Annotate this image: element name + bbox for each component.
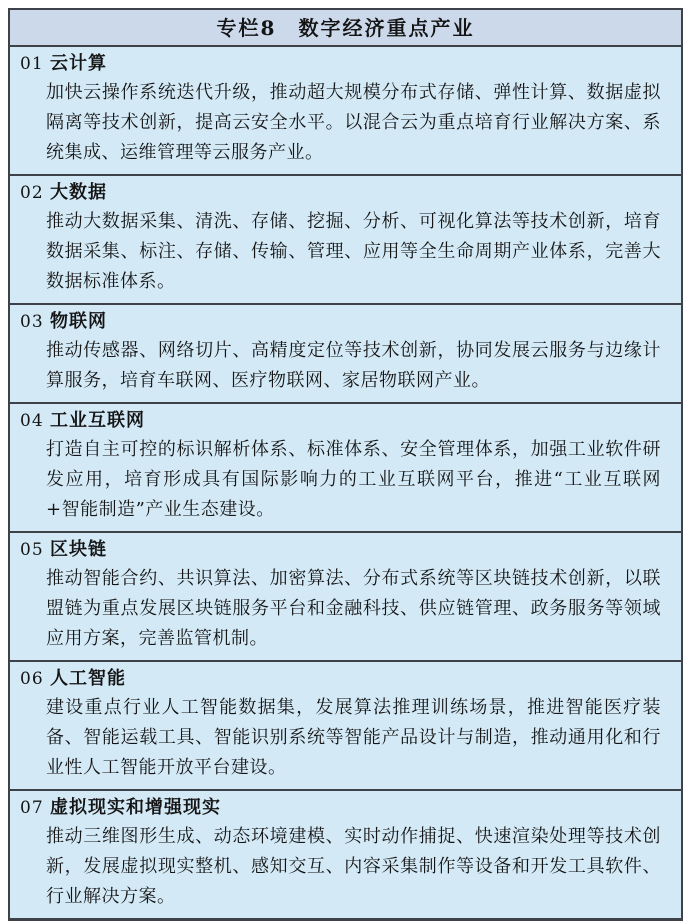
section-body: 加快云操作系统迭代升级，推动超大规模分布式存储、弹性计算、数据虚拟隔离等技术创新，提高云安全水平。以混合云为重点培育行业解决方案、系统集成、运维管理等云服务产业。 xyxy=(46,82,661,163)
industry-section xyxy=(10,303,681,402)
section-heading: 人工智能 xyxy=(50,668,126,689)
section-heading: 大数据 xyxy=(50,182,107,203)
section-number: 04 xyxy=(20,411,44,431)
highlight-box xyxy=(8,8,683,921)
sections-container xyxy=(10,47,681,918)
section-body: 推动智能合约、共识算法、加密算法、分布式系统等区块链技术创新，以联盟链为重点发展区块链服务平台和金融科技、供应链管理、政务服务等领域应用方案，完善监管机制。 xyxy=(46,568,661,649)
section-header xyxy=(20,665,661,693)
section-body: 推动传感器、网络切片、高精度定位等技术创新，协同发展云服务与边缘计算服务，培育车联网、医疗物联网、家居物联网产业。 xyxy=(46,340,661,391)
section-body: 打造自主可控的标识解析体系、标准体系、安全管理体系，加强工业软件研发应用，培育形成具有国际影响力的工业互联网平台，推进“工业互联网+智能制造”产业生态建设。 xyxy=(46,439,661,520)
box-title: 专栏8 数字经济重点产业 xyxy=(10,10,681,47)
section-number: 02 xyxy=(20,183,44,203)
section-header xyxy=(20,536,661,564)
industry-section xyxy=(10,789,681,918)
section-heading: 云计算 xyxy=(50,53,107,74)
section-heading: 物联网 xyxy=(50,311,107,332)
section-body: 推动三维图形生成、动态环境建模、实时动作捕捉、快速渲染处理等技术创新，发展虚拟现实整机、感知交互、内容采集制作等设备和开发工具软件、行业解决方案。 xyxy=(46,826,661,907)
section-number: 06 xyxy=(20,669,44,689)
section-number: 07 xyxy=(20,798,44,818)
section-body: 建设重点行业人工智能数据集，发展算法推理训练场景，推进智能医疗装备、智能运载工具、智能识别系统等智能产品设计与制造，推动通用化和行业性人工智能开放平台建设。 xyxy=(46,697,661,778)
section-header xyxy=(20,407,661,435)
section-heading: 虚拟现实和增强现实 xyxy=(50,797,221,818)
section-heading: 区块链 xyxy=(50,539,107,560)
section-header xyxy=(20,794,661,822)
section-number: 01 xyxy=(20,54,44,74)
section-number: 03 xyxy=(20,312,44,332)
section-number: 05 xyxy=(20,540,44,560)
industry-section xyxy=(10,531,681,660)
industry-section xyxy=(10,660,681,789)
industry-section xyxy=(10,402,681,531)
section-header xyxy=(20,50,661,78)
section-heading: 工业互联网 xyxy=(50,410,145,431)
section-body: 推动大数据采集、清洗、存储、挖掘、分析、可视化算法等技术创新，培育数据采集、标注、存储、传输、管理、应用等全生命周期产业体系，完善大数据标准体系。 xyxy=(46,211,661,292)
industry-section xyxy=(10,47,681,174)
section-header xyxy=(20,179,661,207)
section-header xyxy=(20,308,661,336)
industry-section xyxy=(10,174,681,303)
